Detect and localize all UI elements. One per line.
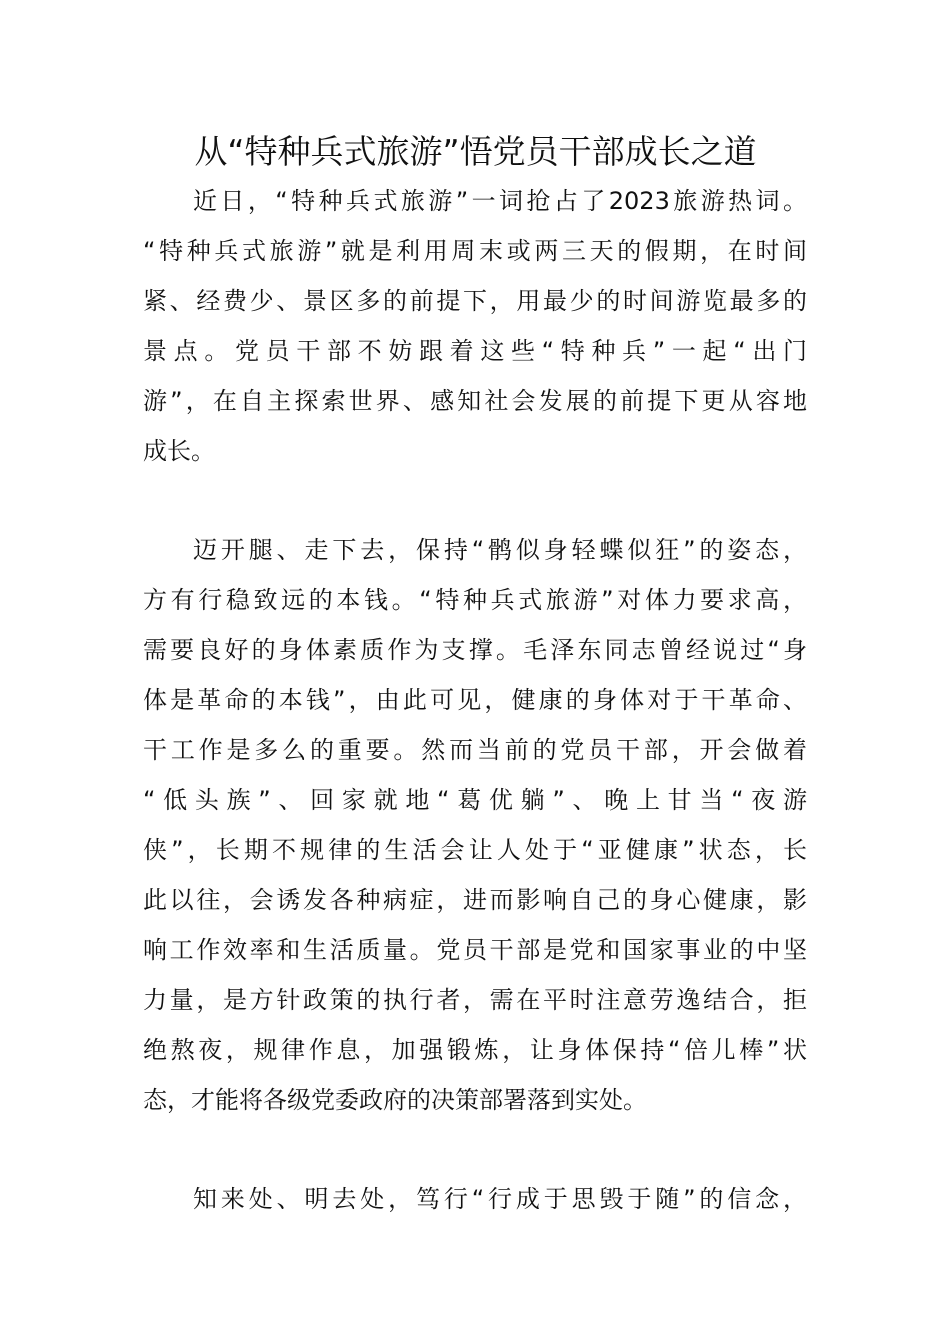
text-line: 需要良好的身体素质作为支撑。毛泽东同志曾经说过“身: [143, 636, 807, 664]
text-line: 响工作效率和生活质量。党员干部是党和国家事业的中坚: [143, 936, 807, 964]
document-title: 从“特种兵式旅游”悟党员干部成长之道: [194, 132, 757, 171]
text-line: 迈开腿、走下去，保持“鹘似身轻蝶似狂”的姿态，: [193, 536, 807, 564]
text-line: 近日，“特种兵式旅游”一词抢占了2023旅游热词。: [193, 187, 807, 215]
text-line: “特种兵式旅游”就是利用周末或两三天的假期，在时间: [143, 237, 807, 265]
text-line: 紧、经费少、景区多的前提下，用最少的时间游览最多的: [143, 287, 807, 315]
text-line: 力量，是方针政策的执行者，需在平时注意劳逸结合，拒: [143, 986, 807, 1014]
text-line: 游”，在自主探索世界、感知社会发展的前提下更从容地: [143, 387, 807, 415]
text-line: 干工作是多么的重要。然而当前的党员干部，开会做着: [143, 736, 807, 764]
text-line: 方有行稳致远的本钱。“特种兵式旅游”对体力要求高，: [143, 586, 807, 614]
text-line: 成长。: [143, 437, 215, 465]
text-line: 此以往，会诱发各种病症，进而影响自己的身心健康，影: [143, 886, 807, 914]
text-line: 绝熬夜，规律作息，加强锻炼，让身体保持“倍儿棒”状: [143, 1036, 807, 1064]
text-line: 知来处、明去处，笃行“行成于思毁于随”的信念，: [193, 1185, 807, 1213]
text-line: “低头族”、回家就地“葛优躺”、晚上甘当“夜游: [143, 786, 807, 814]
text-line: 景点。党员干部不妨跟着这些“特种兵”一起“出门: [143, 337, 807, 365]
text-line: 侠”，长期不规律的生活会让人处于“亚健康”状态，长: [143, 836, 807, 864]
text-line: 体是革命的本钱”，由此可见，健康的身体对于干革命、: [143, 686, 807, 714]
text-line: 态，才能将各级党委政府的决策部署落到实处。: [143, 1086, 647, 1114]
